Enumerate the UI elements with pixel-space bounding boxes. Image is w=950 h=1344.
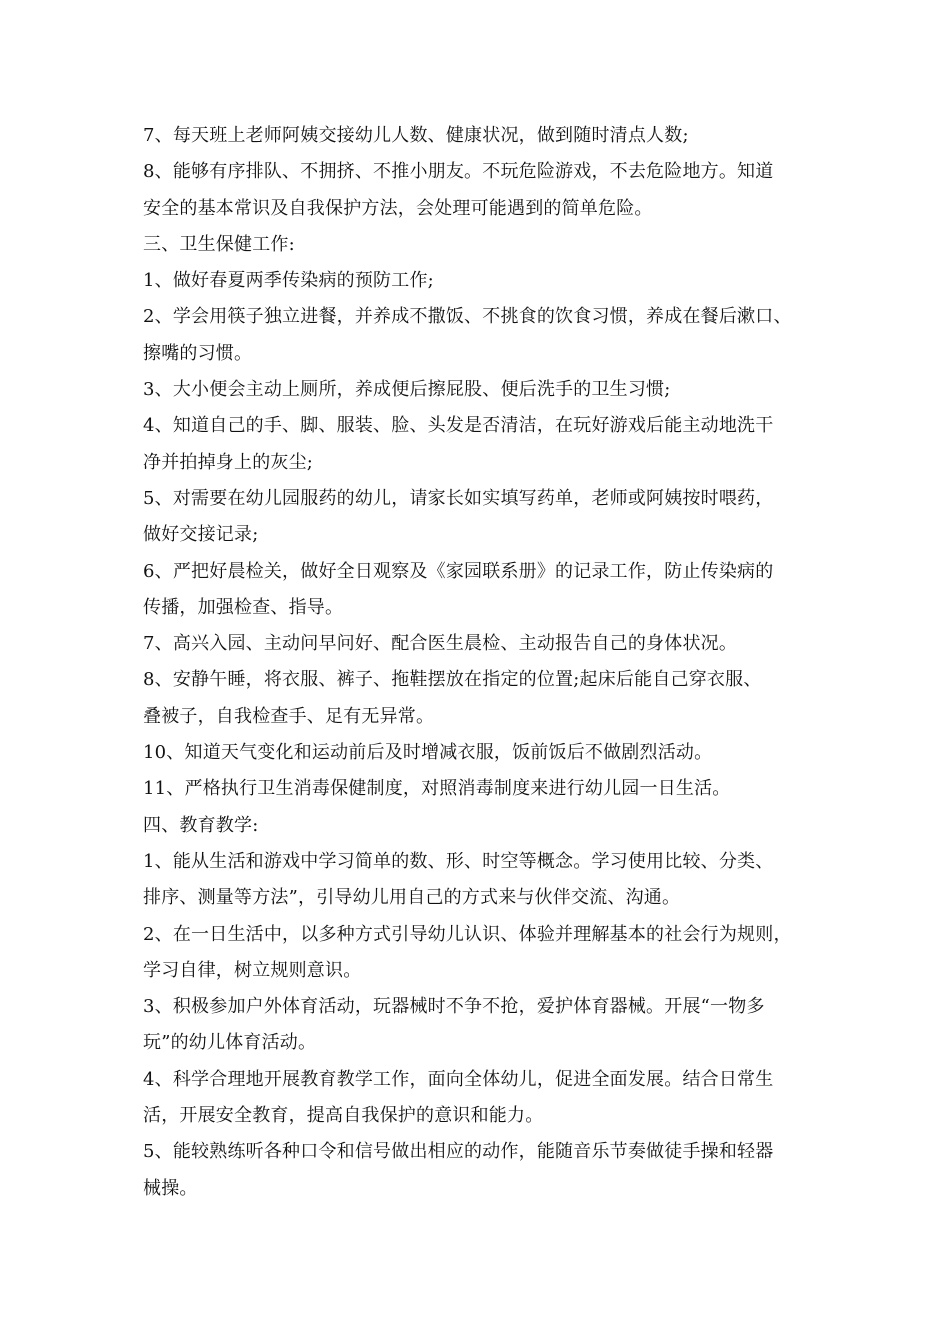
text-line: 4、知道自己的手、脚、服装、脸、头发是否清洁，在玩好游戏后能主动地洗干 <box>143 415 774 437</box>
text-line: 4、科学合理地开展教育教学工作，面向全体幼儿，促进全面发展。结合日常生 <box>143 1068 774 1090</box>
section-heading: 三、卫生保健工作: <box>143 233 295 255</box>
text-line: 1、做好春夏两季传染病的预防工作; <box>143 270 434 292</box>
text-line: 6、严把好晨检关，做好全日观察及《家园联系册》的记录工作，防止传染病的 <box>143 560 774 582</box>
text-line: 净并拍掉身上的灰尘; <box>143 451 314 473</box>
text-line: 10、知道天气变化和运动前后及时增减衣服，饭前饭后不做剧烈活动。 <box>143 742 713 764</box>
text-line: 8、安静午睡，将衣服、裤子、拖鞋摆放在指定的位置;起床后能自己穿衣服、 <box>143 669 762 691</box>
text-line: 活，开展安全教育，提高自我保护的意识和能力。 <box>143 1105 544 1127</box>
text-line: 安全的基本常识及自我保护方法，会处理可能遇到的简单危险。 <box>143 197 653 219</box>
document-page <box>143 118 833 1207</box>
text-line: 叠被子，自我检查手、足有无异常。 <box>143 705 435 727</box>
text-line: 11、严格执行卫生消毒保健制度，对照消毒制度来进行幼儿园一日生活。 <box>143 778 731 800</box>
text-line: 2、学会用筷子独立进餐，并养成不撒饭、不挑食的饮食习惯，养成在餐后漱口、 <box>143 306 792 328</box>
text-line: 3、积极参加户外体育活动，玩器械时不争不抢，爱护体育器械。开展“一物多 <box>143 996 765 1018</box>
text-line: 传播，加强检查、指导。 <box>143 596 344 618</box>
text-line: 3、大小便会主动上厕所，养成便后擦屁股、便后洗手的卫生习惯; <box>143 379 671 401</box>
section-heading: 四、教育教学: <box>143 814 259 836</box>
text-line: 排序、测量等方法”，引导幼儿用自己的方式来与伙伴交流、沟通。 <box>143 887 681 909</box>
text-line: 5、对需要在幼儿园服药的幼儿，请家长如实填写药单，老师或阿姨按时喂药， <box>143 487 774 509</box>
text-line: 擦嘴的习惯。 <box>143 342 253 364</box>
text-line: 8、能够有序排队、不拥挤、不推小朋友。不玩危险游戏，不去危险地方。知道 <box>143 161 774 183</box>
text-line: 做好交接记录; <box>143 524 259 546</box>
text-line: 学习自律，树立规则意识。 <box>143 959 362 981</box>
text-line: 7、高兴入园、主动问早问好、配合医生晨检、主动报告自己的身体状况。 <box>143 633 738 655</box>
text-line: 5、能较熟练听各种口令和信号做出相应的动作，能随音乐节奏做徒手操和轻器 <box>143 1141 774 1163</box>
text-line: 2、在一日生活中，以多种方式引导幼儿认识、体验并理解基本的社会行为规则， <box>143 923 792 945</box>
text-line: 7、每天班上老师阿姨交接幼儿人数、健康状况，做到随时清点人数; <box>143 125 689 146</box>
text-line: 玩”的幼儿体育活动。 <box>143 1032 317 1054</box>
text-line: 械操。 <box>143 1177 198 1199</box>
text-line: 1、能从生活和游戏中学习简单的数、形、时空等概念。学习使用比较、分类、 <box>143 850 774 872</box>
